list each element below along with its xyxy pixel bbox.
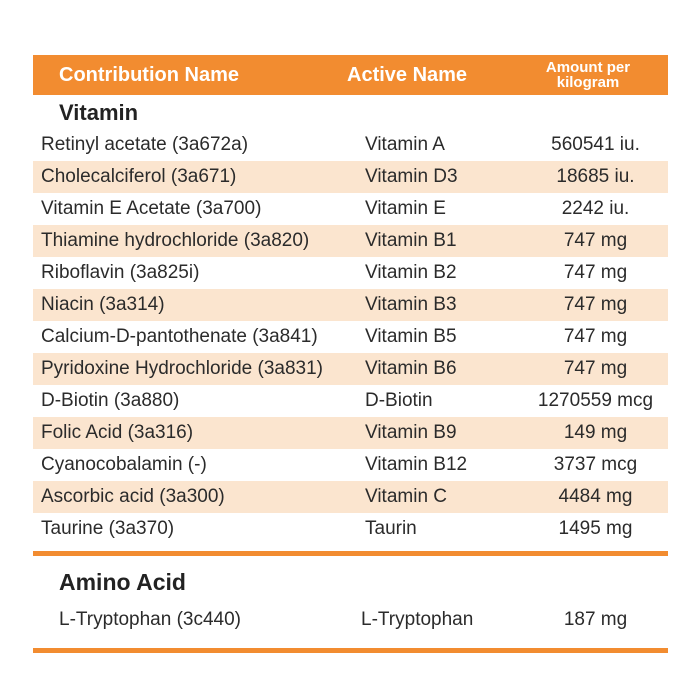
active-cell: Vitamin B3 (365, 294, 457, 315)
table-row (33, 161, 668, 193)
table-row (33, 129, 668, 161)
table-row (33, 417, 668, 449)
contribution-cell: L-Tryptophan (3c440) (59, 609, 242, 630)
table-row (33, 481, 668, 513)
contribution-cell: Taurine (3a370) (41, 518, 175, 539)
amount-cell: 18685 iu. (556, 166, 635, 187)
table-row (33, 193, 668, 225)
active-cell: Vitamin C (365, 486, 448, 507)
active-cell: D-Biotin (365, 390, 433, 411)
active-cell: Vitamin A (365, 134, 445, 155)
table-row (33, 602, 668, 638)
table-row (33, 353, 668, 385)
active-cell: Vitamin B6 (365, 358, 457, 379)
amount-cell: 747 mg (563, 358, 628, 379)
amount-cell: 3737 mcg (553, 454, 638, 475)
bottom-divider (33, 648, 668, 653)
contribution-cell: Retinyl acetate (3a672a) (41, 134, 249, 155)
header-amount-line2: kilogram (556, 74, 620, 91)
contribution-cell: Cholecalciferol (3a671) (41, 166, 237, 187)
header-contribution-name: Contribution Name (59, 64, 239, 86)
header-amount-per-kilogram (508, 60, 668, 90)
active-cell: Vitamin B12 (365, 454, 468, 475)
active-cell: Vitamin B9 (365, 422, 457, 443)
contribution-cell: Vitamin E Acetate (3a700) (41, 198, 262, 219)
section-divider (33, 551, 668, 556)
table-row (33, 289, 668, 321)
amount-cell: 747 mg (563, 326, 628, 347)
table-header (33, 55, 668, 95)
contribution-cell: Cyanocobalamin (-) (41, 454, 207, 475)
active-cell: Vitamin B2 (365, 262, 457, 283)
amount-cell: 149 mg (563, 422, 628, 443)
active-cell: L-Tryptophan (361, 609, 474, 630)
active-cell: Vitamin E (365, 198, 446, 219)
active-cell: Vitamin B5 (365, 326, 457, 347)
contribution-cell: D-Biotin (3a880) (41, 390, 180, 411)
amount-cell: 4484 mg (558, 486, 633, 507)
contribution-cell: Niacin (3a314) (41, 294, 165, 315)
contribution-cell: Ascorbic acid (3a300) (41, 486, 225, 507)
amount-cell: 747 mg (563, 262, 628, 283)
active-cell: Taurin (365, 518, 417, 539)
contribution-cell: Folic Acid (3a316) (41, 422, 194, 443)
amount-cell: 747 mg (563, 294, 628, 315)
amount-cell: 1270559 mcg (537, 390, 654, 411)
vitamin-section-title: Vitamin (59, 100, 139, 125)
table-row (33, 225, 668, 257)
contribution-cell: Calcium-D-pantothenate (3a841) (41, 326, 318, 347)
amount-cell: 747 mg (563, 230, 628, 251)
header-amount-line1: Amount per (545, 59, 631, 76)
amount-cell: 187 mg (563, 609, 628, 630)
contribution-cell: Pyridoxine Hydrochloride (3a831) (41, 358, 323, 379)
active-cell: Vitamin B1 (365, 230, 457, 251)
table-row (33, 385, 668, 417)
table-row (33, 449, 668, 481)
nutrition-table (33, 55, 668, 653)
amount-cell: 560541 iu. (551, 134, 640, 155)
amount-cell: 2242 iu. (561, 198, 630, 219)
table-row (33, 513, 668, 545)
active-cell: Vitamin D3 (365, 166, 458, 187)
header-active-name: Active Name (347, 64, 468, 86)
amino-acid-section-title: Amino Acid (59, 569, 186, 595)
amount-cell: 1495 mg (558, 518, 633, 539)
vitamin-rows (33, 129, 668, 545)
contribution-cell: Thiamine hydrochloride (3a820) (41, 230, 310, 251)
contribution-cell: Riboflavin (3a825i) (41, 262, 200, 283)
table-row (33, 321, 668, 353)
table-row (33, 257, 668, 289)
